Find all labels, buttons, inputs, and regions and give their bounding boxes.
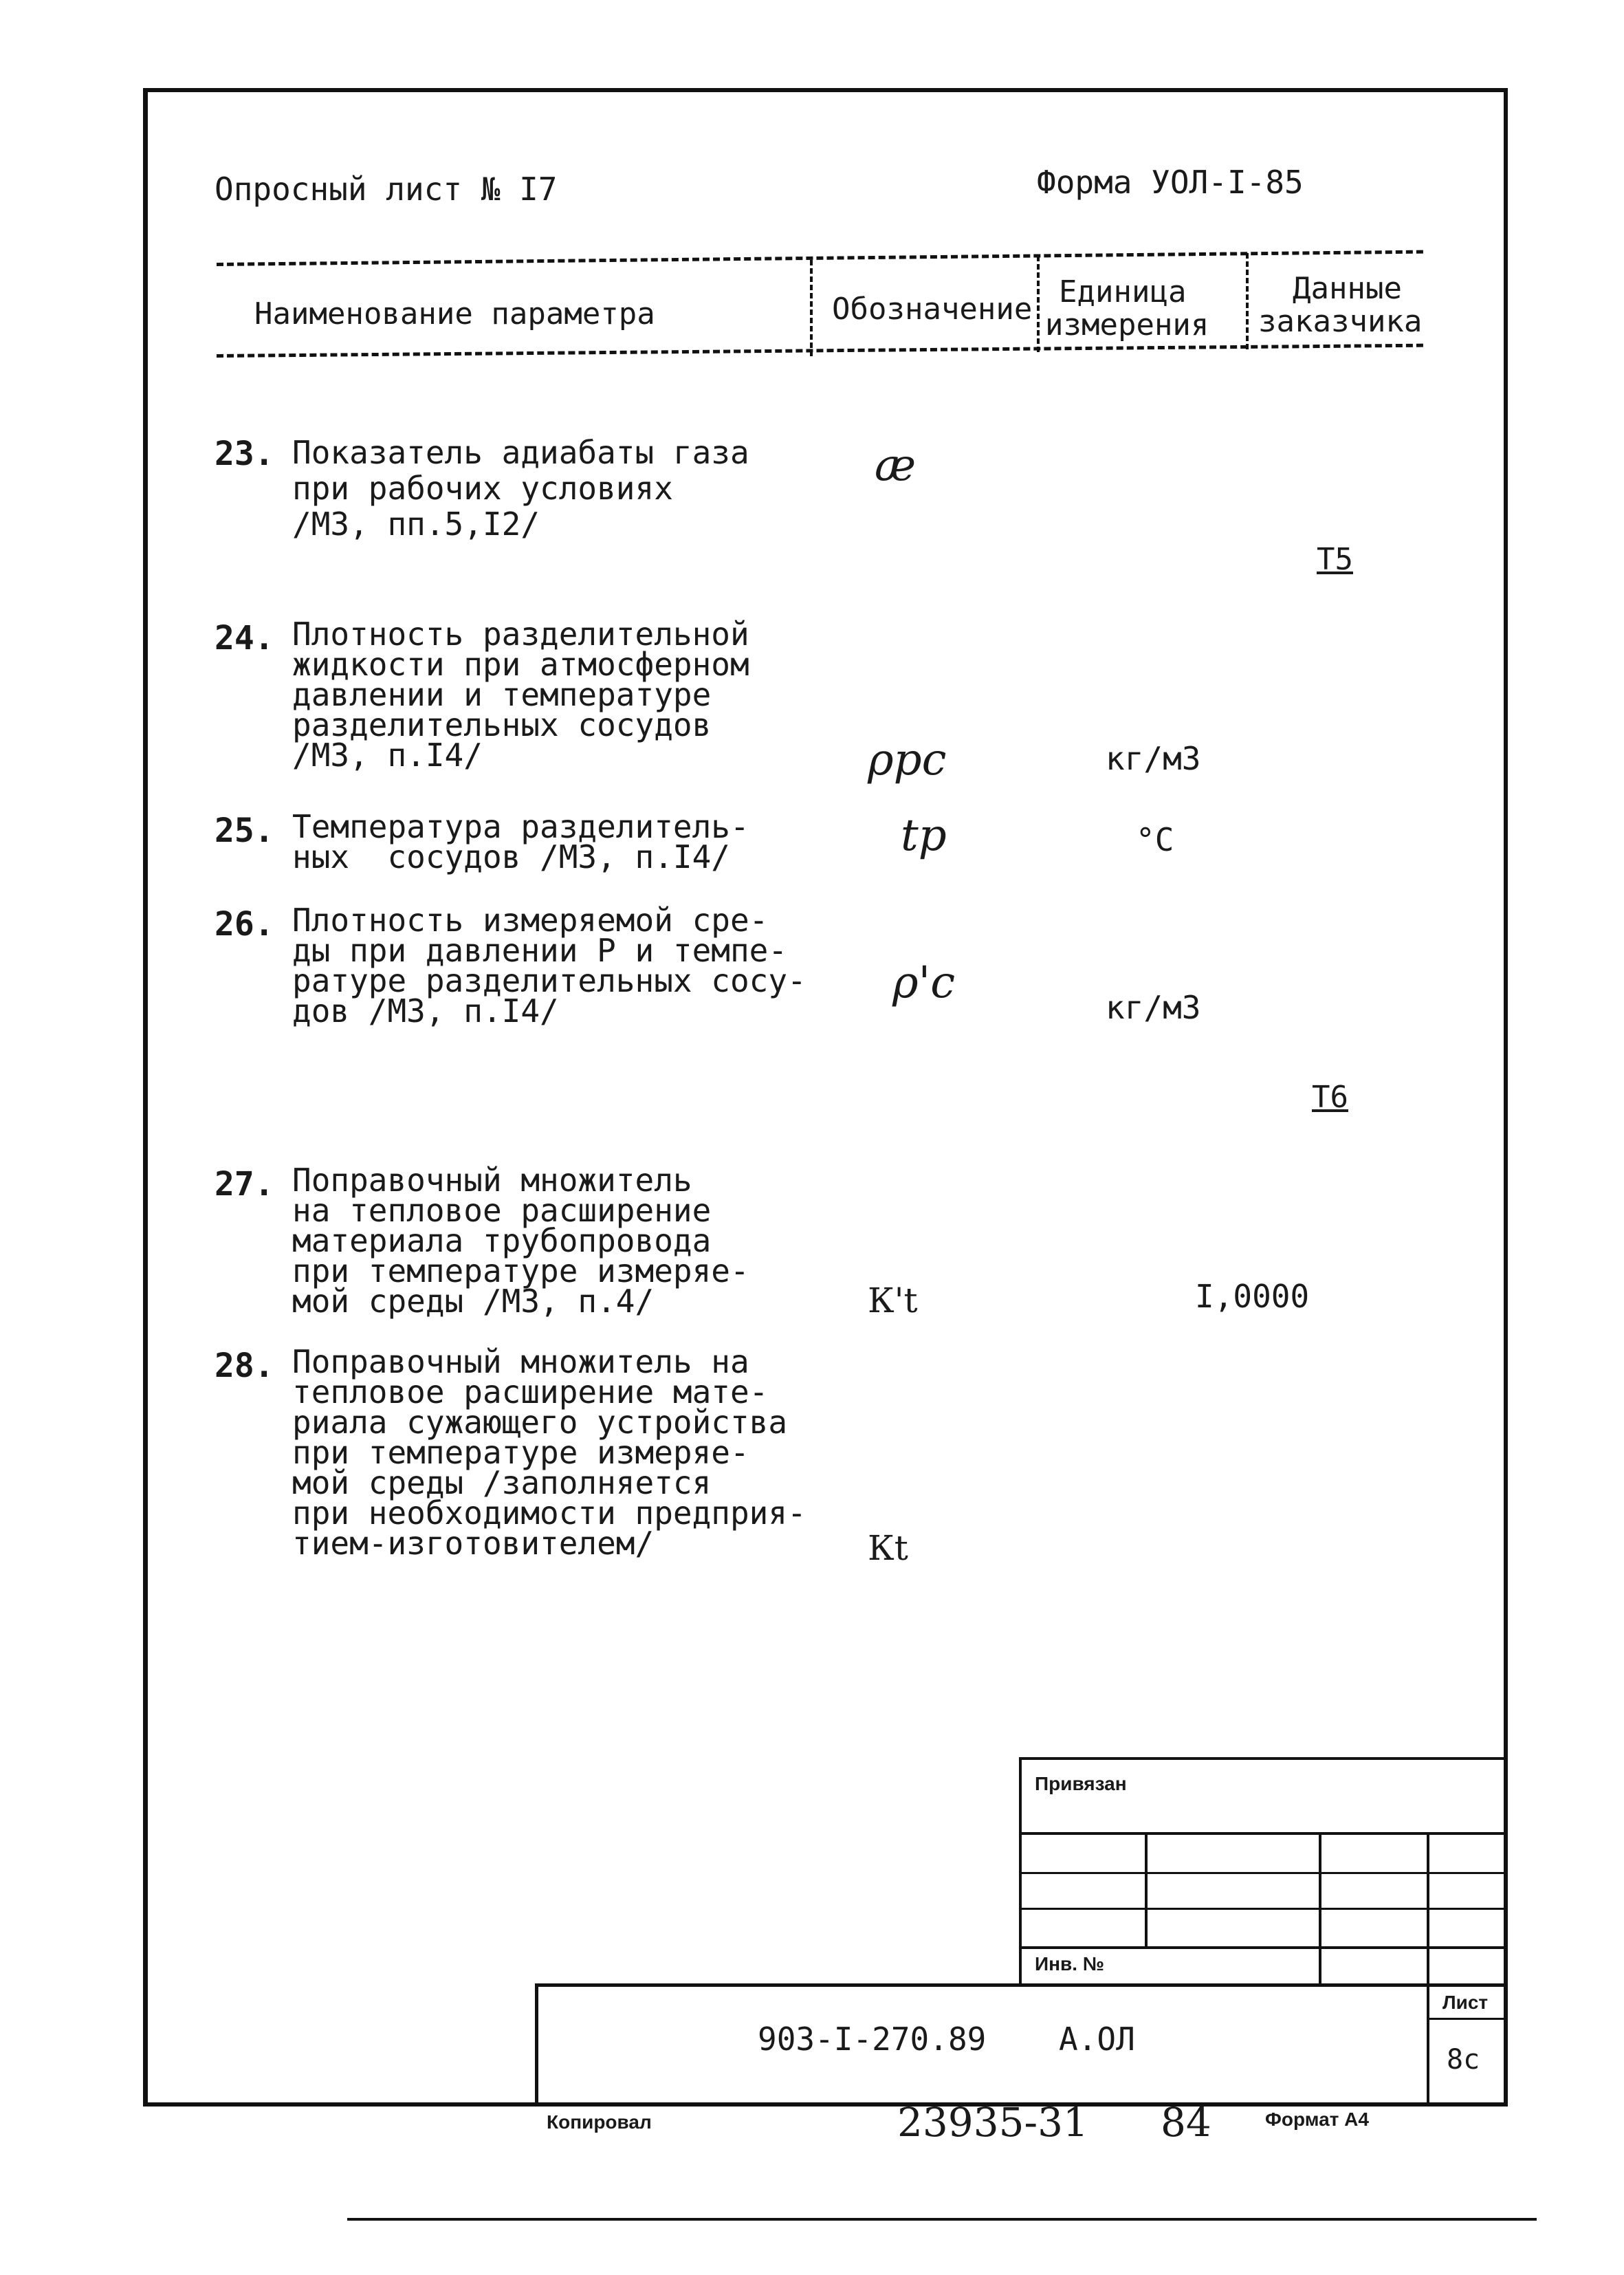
item-24-symbol: ρрс bbox=[868, 734, 947, 785]
bottom-rule bbox=[347, 2218, 1537, 2221]
format-label: Формат А4 bbox=[1265, 2109, 1369, 2130]
stamp-rule-4 bbox=[1019, 1946, 1504, 1949]
item-26-text: Плотность измеряемой сре- ды при давлении Р и темпе- ратуре разделительных сосу- дов /МЗ, п.I4/ bbox=[292, 902, 806, 1030]
col-data-header-1: Данные bbox=[1293, 271, 1402, 306]
item-27-text: Поправочный множитель на тепловое расширение материала трубопровода при температуре измеряе- мой среды /МЗ, п.4/ bbox=[292, 1162, 749, 1320]
item-26-symbol: ρ'с bbox=[892, 957, 956, 1008]
col-unit-header-2: измерения bbox=[1045, 307, 1209, 342]
stamp-privyazan-label: Привязан bbox=[1035, 1773, 1127, 1794]
item-27-number: 27. bbox=[215, 1165, 274, 1204]
doc-suffix: А.ОЛ bbox=[1059, 2021, 1135, 2058]
ref-t6: Т6 bbox=[1312, 1080, 1348, 1115]
stamp-rule-3 bbox=[1019, 1908, 1504, 1910]
ref-t5: Т5 bbox=[1317, 542, 1353, 577]
col-symbol-header: Обозначение bbox=[832, 292, 1033, 327]
stamp-inv-label: Инв. № bbox=[1035, 1953, 1105, 1974]
item-23-number: 23. bbox=[215, 435, 274, 473]
item-25-symbol: tр bbox=[901, 810, 947, 861]
item-28-symbol: Кt bbox=[868, 1528, 908, 1568]
stamp-vrule-3 bbox=[1427, 1832, 1429, 1983]
item-27-symbol: К't bbox=[868, 1281, 918, 1320]
header-divider-1 bbox=[810, 260, 813, 356]
sheet-label: Лист bbox=[1442, 1992, 1489, 2013]
stamp-sheet-rule bbox=[1427, 2018, 1504, 2020]
col-unit-header-1: Единица bbox=[1059, 274, 1187, 309]
item-23-symbol: æ bbox=[875, 440, 917, 491]
item-26-unit: кг/м3 bbox=[1106, 989, 1201, 1026]
item-25-number: 25. bbox=[215, 812, 274, 850]
form-label: Форма УОЛ-I-85 bbox=[1037, 164, 1304, 201]
archive-number: 23935-31 bbox=[897, 2099, 1088, 2146]
archive-page: 84 bbox=[1161, 2099, 1211, 2146]
copied-label: Копировал bbox=[547, 2111, 652, 2133]
item-27-value: I,0000 bbox=[1195, 1278, 1310, 1315]
item-25-text: Температура разделитель- ных сосудов /МЗ, п.I4/ bbox=[292, 808, 749, 875]
sheet-number: 8с bbox=[1447, 2044, 1480, 2076]
item-28-number: 28. bbox=[215, 1347, 274, 1385]
item-23-text: Показатель адиабаты газа при рабочих условиях /МЗ, пп.5,I2/ bbox=[292, 434, 749, 543]
doc-code: 903-I-270.89 bbox=[758, 2021, 987, 2058]
stamp-sheet-divider bbox=[1427, 1983, 1429, 2104]
item-25-unit: °C bbox=[1136, 821, 1174, 858]
sheet-title: Опросный лист № I7 bbox=[215, 171, 558, 208]
col-name-header: Наименование параметра bbox=[254, 296, 655, 331]
item-24-unit: кг/м3 bbox=[1106, 740, 1201, 777]
stamp-vrule-1 bbox=[1145, 1832, 1148, 1946]
header-divider-2 bbox=[1037, 256, 1040, 352]
stamp-rule-1 bbox=[1019, 1832, 1504, 1835]
col-data-header-2: заказчика bbox=[1258, 304, 1423, 339]
stamp-main-block bbox=[535, 1983, 1504, 2104]
stamp-vrule-2 bbox=[1319, 1832, 1321, 1983]
stamp-rule-2 bbox=[1019, 1872, 1504, 1874]
item-24-text: Плотность разделительной жидкости при атмосферном давлении и температуре разделительных сосудов /МЗ, п.I4/ bbox=[292, 616, 749, 774]
item-26-number: 26. bbox=[215, 905, 274, 944]
header-divider-3 bbox=[1246, 253, 1249, 349]
item-28-text: Поправочный множитель на тепловое расширение мате- риала сужающего устройства при температуре измеряе- мой среды /заполняется при необходимости предприя- тием-изготовителем/ bbox=[292, 1343, 806, 1562]
item-24-number: 24. bbox=[215, 619, 274, 657]
